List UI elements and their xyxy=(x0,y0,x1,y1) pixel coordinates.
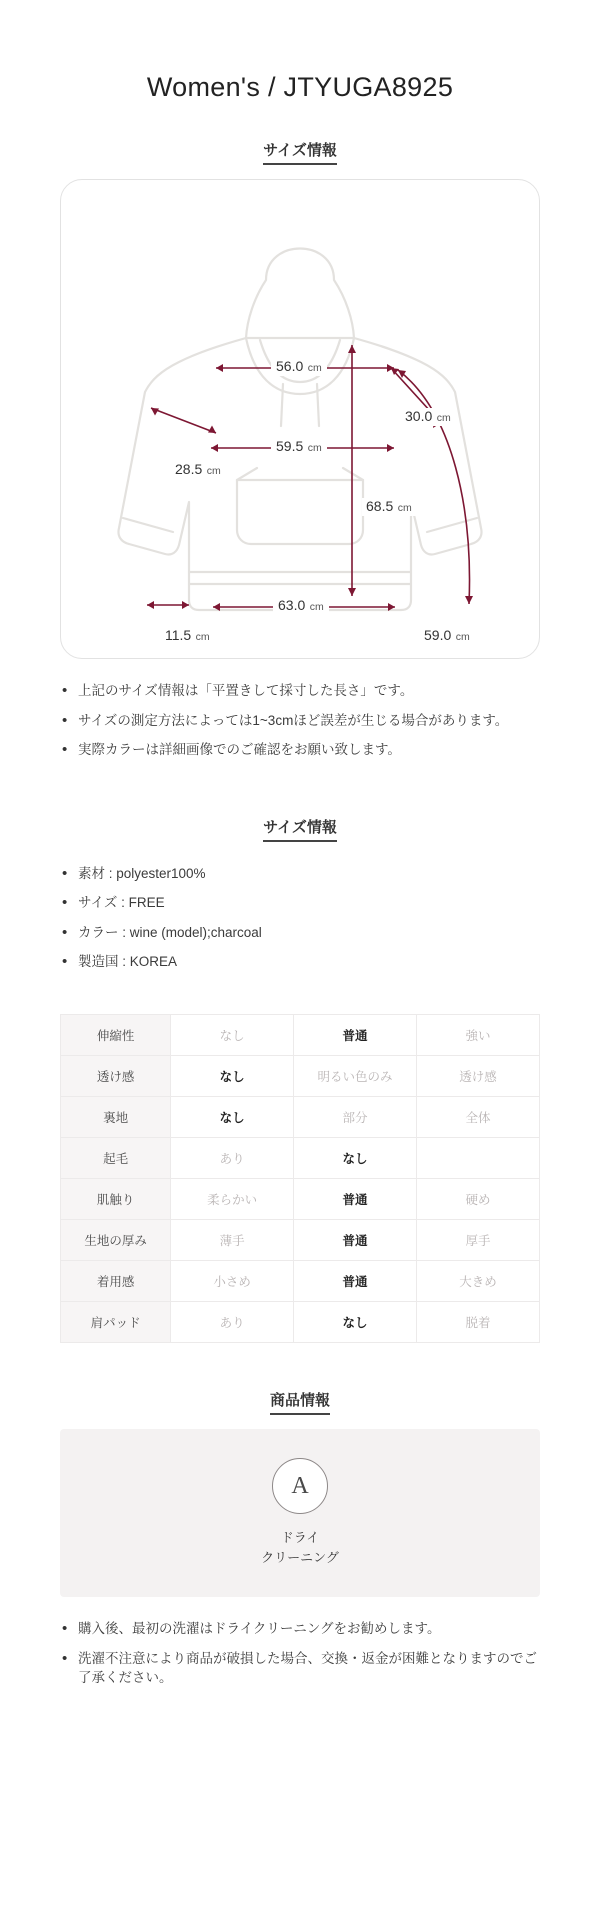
measure-waist: 59.5 cm xyxy=(271,438,327,456)
attributes-table-body xyxy=(61,1014,540,1342)
attr-option: あり xyxy=(171,1137,294,1178)
table-row xyxy=(61,1055,540,1096)
attr-option: 普通 xyxy=(294,1219,417,1260)
attr-option: 明るい色のみ xyxy=(294,1055,417,1096)
page-title: Women's / JTYUGA8925 xyxy=(146,72,454,102)
measure-length: 68.5 cm xyxy=(362,498,416,516)
measure-armhole: 28.5 cm xyxy=(171,461,225,479)
attr-option: なし xyxy=(171,1014,294,1055)
size-notes-list xyxy=(60,681,540,760)
table-row xyxy=(61,1301,540,1342)
measure-sleeve-opening: 30.0 cm xyxy=(401,408,455,426)
size-section-heading xyxy=(60,139,540,165)
attr-option: 普通 xyxy=(294,1014,417,1055)
attr-option: なし xyxy=(294,1301,417,1342)
list-item: • カラー : wine (model);charcoal xyxy=(60,923,540,943)
attr-option: 普通 xyxy=(294,1178,417,1219)
table-row xyxy=(61,1260,540,1301)
attr-option: 普通 xyxy=(294,1260,417,1301)
measure-cuff: 11.5 cm xyxy=(165,627,210,643)
care-label-line1: ドライ xyxy=(280,1530,320,1546)
dry-clean-icon xyxy=(272,1458,328,1514)
care-notes-list xyxy=(60,1619,540,1688)
size-section-heading-text: サイズ情報 xyxy=(263,139,337,165)
attr-label: 肌触り xyxy=(61,1178,171,1219)
product-section-heading-text: 商品情報 xyxy=(270,1389,330,1415)
care-label-line2: クリーニング xyxy=(261,1549,339,1565)
attr-option: 薄手 xyxy=(171,1219,294,1260)
attr-label: 生地の厚み xyxy=(61,1219,171,1260)
attr-label: 起毛 xyxy=(61,1137,171,1178)
table-row xyxy=(61,1014,540,1055)
attr-option: 透け感 xyxy=(417,1055,540,1096)
table-row xyxy=(61,1096,540,1137)
attr-option: 脱着 xyxy=(417,1301,540,1342)
list-item: • 素材 : polyester100% xyxy=(60,864,540,884)
table-row xyxy=(61,1137,540,1178)
list-item: • 上記のサイズ情報は「平置きして採寸した長さ」です。 xyxy=(60,681,540,701)
table-row xyxy=(61,1178,540,1219)
attr-label: 伸縮性 xyxy=(61,1014,171,1055)
list-item: • サイズの測定方法によっては1~3cmほど誤差が生じる場合があります。 xyxy=(60,711,540,731)
attr-option: 全体 xyxy=(417,1096,540,1137)
attr-option: 大きめ xyxy=(417,1260,540,1301)
attr-option: 硬め xyxy=(417,1178,540,1219)
attr-label: 着用感 xyxy=(61,1260,171,1301)
spec-section-heading xyxy=(60,816,540,842)
attr-option: なし xyxy=(171,1096,294,1137)
attr-option: 厚手 xyxy=(417,1219,540,1260)
attr-option xyxy=(417,1137,540,1178)
list-item: • 洗濯不注意により商品が破損した場合、交換・返金が困難となりますのでご了承ください。 xyxy=(60,1649,540,1688)
list-item: • サイズ : FREE xyxy=(60,893,540,913)
dry-clean-symbol: A xyxy=(291,1472,309,1499)
attr-option: なし xyxy=(171,1055,294,1096)
attr-label: 透け感 xyxy=(61,1055,171,1096)
table-row xyxy=(61,1219,540,1260)
measure-sleeve-length: 59.0 cm xyxy=(424,627,470,643)
spec-list xyxy=(60,864,540,972)
attr-option: 柔らかい xyxy=(171,1178,294,1219)
hoodie-diagram-svg xyxy=(61,180,539,658)
attr-option: なし xyxy=(294,1137,417,1178)
product-section-heading xyxy=(60,1389,540,1415)
attr-option: あり xyxy=(171,1301,294,1342)
spec-section-heading-text: サイズ情報 xyxy=(263,816,337,842)
measure-chest: 56.0 cm xyxy=(271,358,327,376)
attr-option: 部分 xyxy=(294,1096,417,1137)
attr-label: 肩パッド xyxy=(61,1301,171,1342)
attr-option: 小さめ xyxy=(171,1260,294,1301)
attr-label: 裏地 xyxy=(61,1096,171,1137)
size-diagram xyxy=(60,179,540,659)
list-item: • 実際カラーは詳細画像でのご確認をお願い致します。 xyxy=(60,740,540,760)
list-item: • 製造国 : KOREA xyxy=(60,952,540,972)
care-instruction-panel xyxy=(60,1429,540,1597)
attr-option: 強い xyxy=(417,1014,540,1055)
attributes-table xyxy=(60,1014,540,1343)
list-item: • 購入後、最初の洗濯はドライクリーニングをお勧めします。 xyxy=(60,1619,540,1639)
measure-hem: 63.0 cm xyxy=(273,597,329,615)
care-label xyxy=(261,1528,339,1567)
